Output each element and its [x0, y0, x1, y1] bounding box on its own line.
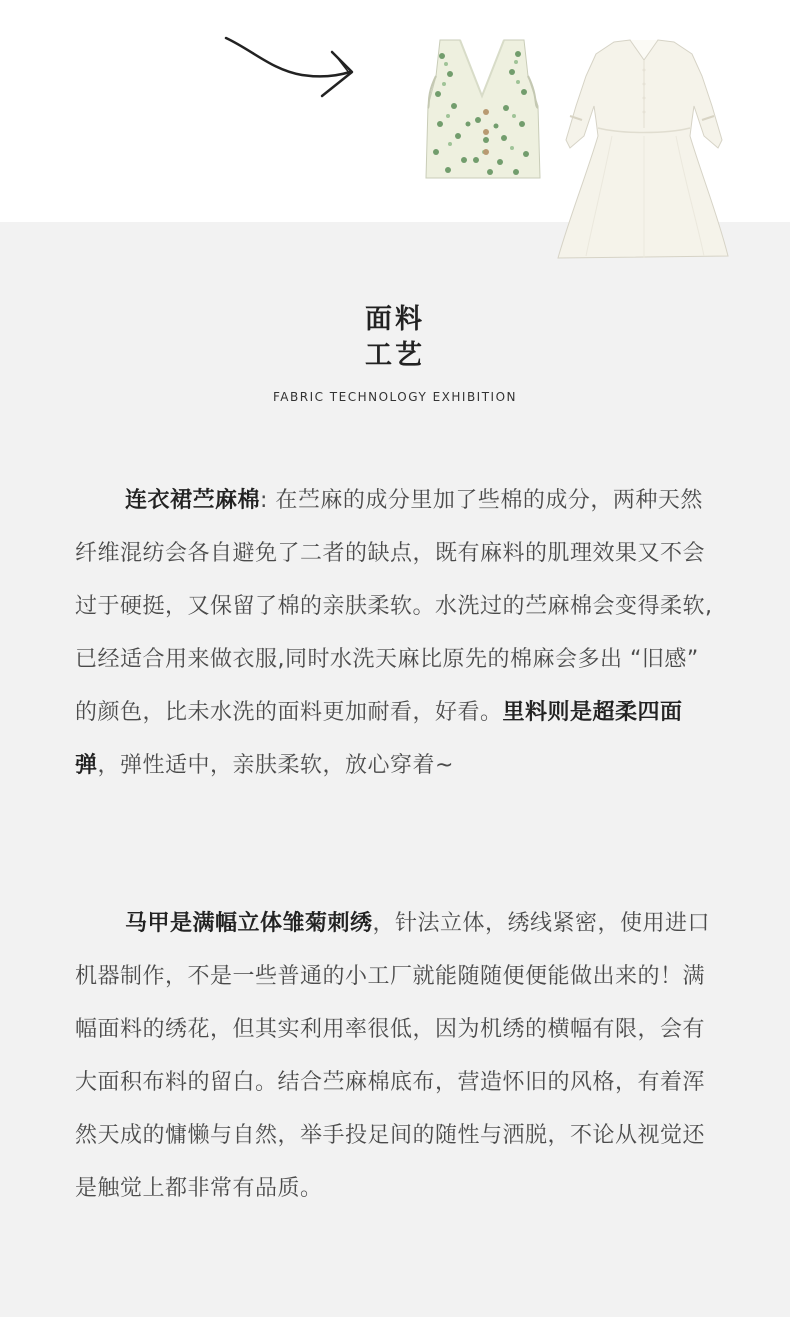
paragraph1-bold-lead: 连衣裙苎麻棉 [125, 488, 261, 513]
paragraph1-text: : 在苎麻的成分里加了些棉的成分，两种天然纤维混纺会各自避免了二者的缺点，既有麻料的肌理效果又不会过于硬挺，又保留了棉的亲肤柔软。水洗过的苎麻棉会变得柔软,已经适合用来做衣服,同时水洗天麻比原先的棉麻会多出 “旧感” 的颜色，比未水洗的面料更加耐看，好看。 [75, 488, 713, 725]
vest-paragraph [75, 897, 725, 1215]
white-dress-image [552, 36, 732, 264]
fabric-paragraph [75, 474, 725, 792]
paragraph2-bold-lead: 马甲是满幅立体雏菊刺绣 [125, 911, 373, 936]
section-heading [0, 302, 790, 404]
heading-line1: 面料 [365, 304, 425, 335]
paragraph2-text: ，针法立体，绣线紧密，使用进口机器制作，不是一些普通的小工厂就能随随便便能做出来的！满幅面料的绣花，但其实利用率很低，因为机绣的横幅有限，会有大面积布料的留白。结合苎麻棉底布，营造怀旧的风格，有着浑然天成的慵懒与自然，举手投足间的随性与洒脱，不论从视觉还是触觉上都非常有品质。 [75, 911, 711, 1201]
paragraph1-text-end: ，弹性适中，亲肤柔软，放心穿着~ [97, 753, 454, 778]
paragraph1-bold-lining: 里料则是超柔四面弹 [75, 700, 683, 778]
heading-line2: 工艺 [365, 340, 425, 371]
floral-vest-image [420, 36, 545, 184]
heading-english: FABRIC TECHNOLOGY EXHIBITION [272, 390, 518, 404]
arrow-icon [222, 30, 362, 105]
